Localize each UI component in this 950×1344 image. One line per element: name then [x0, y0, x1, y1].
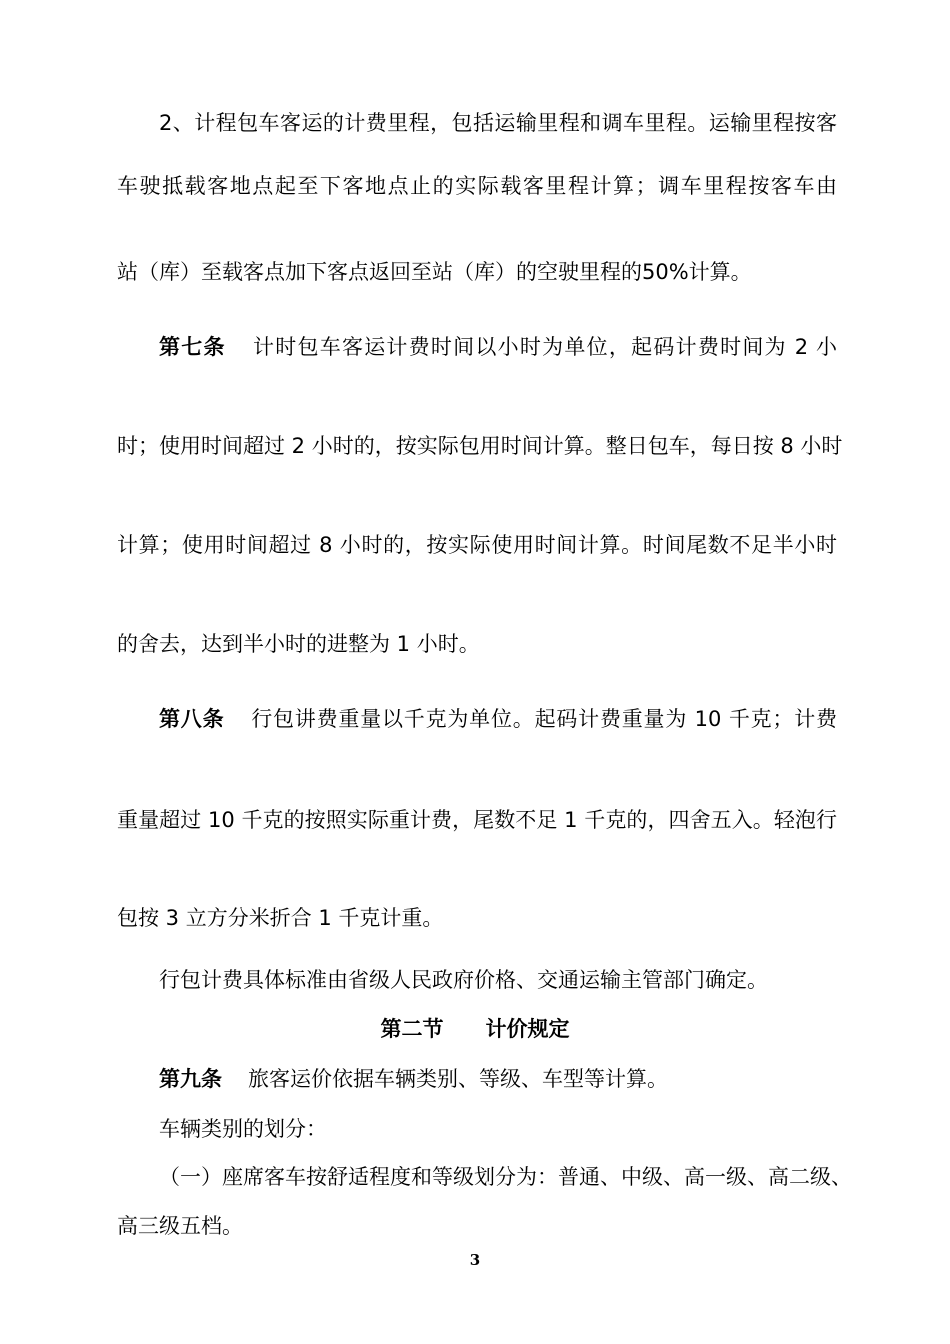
paragraph-line: 2、计程包车客运的计费里程，包括运输里程和调车里程。运输里程按客 [159, 111, 837, 135]
article-9-line [159, 1065, 837, 1093]
vehicle-category-heading: 车辆类别的划分： [159, 1117, 327, 1141]
article-7-text: 计时包车客运计费时间以小时为单位，起码计费时间为 2 小 [251, 335, 837, 359]
paragraph-line: 时；使用时间超过 2 小时的，按实际包用时间计算。整日包车，每日按 8 小时 [117, 434, 843, 458]
paragraph-line: 车驶抵载客地点起至下客地点止的实际载客里程计算；调车里程按客车由 [117, 174, 837, 198]
article-8-first-line [159, 705, 837, 733]
article-9-text: 旅客运价依据车辆类别、等级、车型等计算。 [248, 1067, 668, 1091]
paragraph-line: 计算；使用时间超过 8 小时的，按实际使用时间计算。时间尾数不足半小时 [117, 533, 837, 557]
article-8-text: 行包讲费重量以千克为单位。起码计费重量为 10 千克；计费 [250, 707, 838, 731]
article-8-label: 第八条 [159, 707, 225, 731]
paragraph-line: 站（库）至载客点加下客点返回至站（库）的空驶里程的50%计算。 [117, 260, 752, 284]
article-7-first-line [159, 333, 837, 361]
paragraph-line: （一）座席客车按舒适程度和等级划分为：普通、中级、高一级、高二级、 [159, 1165, 852, 1189]
paragraph-line: 高三级五档。 [117, 1214, 243, 1238]
section-heading: 第二节 计价规定 [380, 1017, 570, 1041]
article-7-label: 第七条 [159, 335, 226, 359]
page-number: 3 [469, 1251, 481, 1269]
paragraph-line: 包按 3 立方分米折合 1 千克计重。 [117, 906, 444, 930]
paragraph-line: 的舍去，达到半小时的进整为 1 小时。 [117, 632, 480, 656]
paragraph-line: 重量超过 10 千克的按照实际重计费，尾数不足 1 千克的，四舍五入。轻泡行 [117, 808, 837, 832]
article-9-label: 第九条 [159, 1067, 222, 1091]
paragraph-line: 行包计费具体标准由省级人民政府价格、交通运输主管部门确定。 [159, 968, 768, 992]
